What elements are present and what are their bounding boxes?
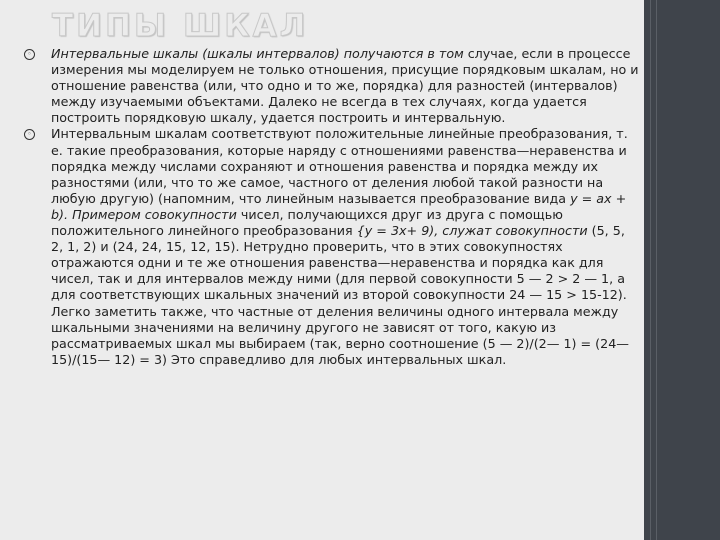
stripe-line bbox=[656, 0, 657, 540]
list-item bbox=[24, 126, 639, 367]
item2-italic-2: {у = 3х+ 9), служат совокупности bbox=[356, 223, 588, 239]
item1-text: случае, если в процессе измерения мы моделируем не только отношения, присущие порядковым шкалам, но и отношение равенства (или, что одно и то же, порядка) для разностей (интервалов) между изучаемыми объектами. Далеко не всегда в тех случаях, когда удается построить порядковую шкалу, удается построить и интервальную. bbox=[51, 46, 639, 126]
item2-italic-1: у = ах + b). Примером совокупности bbox=[51, 190, 627, 222]
circle-bullet-icon: ◦ bbox=[24, 49, 35, 60]
circle-bullet-icon: ◦ bbox=[24, 129, 35, 140]
sidebar-decoration bbox=[644, 0, 720, 540]
item2-text-3: (5, 5, 2, 1, 2) и (24, 24, 15, 12, 15). Нетрудно проверить, что в этих совокупностях отражаются одни и те же отношения равенства—неравенства и порядка как для чисел, так и для интервалов между ними (для первой совокупности 5 — 2 > 2 — 1, а для соответствующих шкальных значений из второй совокупности 24 — 15 > 15-12). Легко заметить также, что частные от деления величины одного интервала между шкальными значениями на величину другого не зависят от того, какую из рассматриваемых шкал мы выбираем (так, верно соотношение (5 — 2)/(2— 1) = (24— 15)/(15— 12) = 3) Это справедливо для любых интервальных шкал. bbox=[51, 223, 629, 367]
item2-text-1: Интервальным шкалам соответствуют положительные линейные преобразования, т. е. такие преобразования, которые наряду с отношениями равенства—неравенства и порядка между числами сохраняют и отношения равенства и порядка между их разностями (или, что то же самое, частного от деления любой такой разности на любую другую) (напомним, что линейным называется преобразование вида bbox=[51, 126, 628, 206]
slide-title: ТИПЫ ШКАЛ bbox=[52, 8, 309, 44]
item1-lead: Интервальные шкалы (шкалы интервалов) получаются в том bbox=[51, 46, 464, 61]
item2-text-2: чисел, получающихся друг из друга с помощью положительного линейного преобразования bbox=[51, 206, 563, 239]
slide-body bbox=[24, 46, 639, 368]
list-item bbox=[24, 46, 639, 126]
stripe-line bbox=[650, 0, 651, 540]
